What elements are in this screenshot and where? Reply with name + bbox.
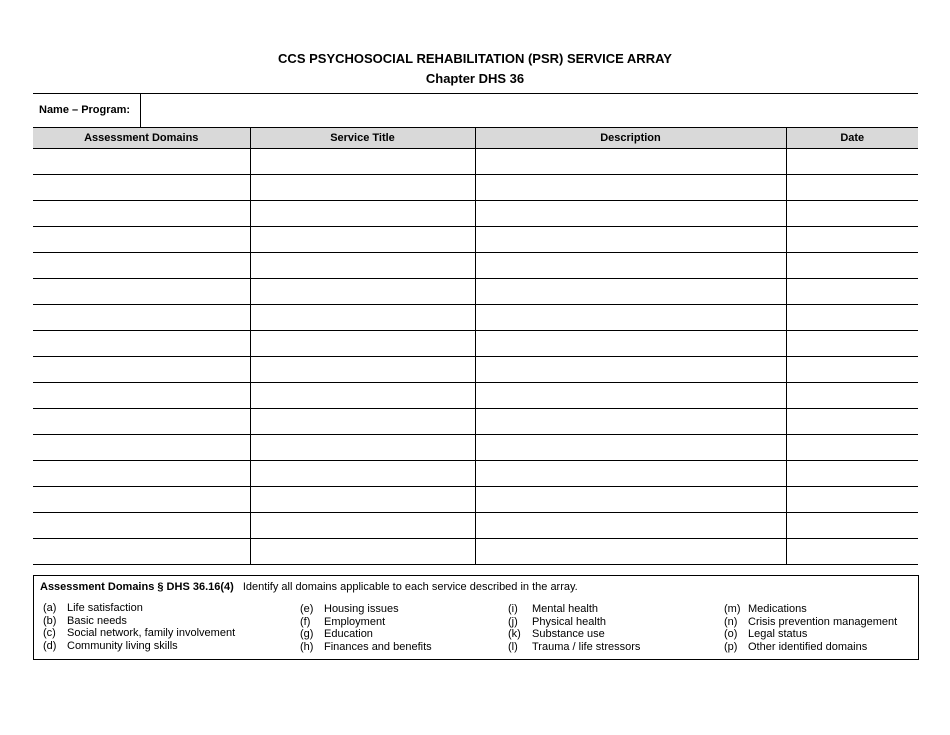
- table-cell-service-title[interactable]: [250, 357, 475, 383]
- domain-code: (m): [724, 603, 741, 615]
- table-cell-description[interactable]: [475, 487, 786, 513]
- domain-label: Community living skills: [67, 639, 178, 652]
- table-row: [33, 331, 918, 357]
- table-cell-service-title[interactable]: [250, 279, 475, 305]
- table-cell-service-title[interactable]: [250, 435, 475, 461]
- table-cell-description[interactable]: [475, 435, 786, 461]
- table-cell-description[interactable]: [475, 279, 786, 305]
- table-cell-assessment-domains[interactable]: [33, 461, 250, 487]
- domain-label: Finances and benefits: [324, 640, 432, 653]
- domain-code: (b): [43, 614, 57, 627]
- table-cell-assessment-domains[interactable]: [33, 513, 250, 539]
- service-array-table: [33, 127, 918, 565]
- domain-code: (h): [300, 640, 314, 653]
- table-cell-description[interactable]: [475, 331, 786, 357]
- domain-code: (o): [724, 628, 738, 640]
- domain-column-2: [300, 603, 432, 653]
- table-cell-service-title[interactable]: [250, 461, 475, 487]
- table-cell-service-title[interactable]: [250, 409, 475, 435]
- table-cell-date[interactable]: [786, 149, 918, 175]
- table-cell-service-title[interactable]: [250, 305, 475, 331]
- table-row: [33, 227, 918, 253]
- header-date: Date: [786, 128, 918, 149]
- domain-label: Crisis prevention management: [748, 615, 898, 628]
- table-row: [33, 175, 918, 201]
- table-cell-service-title[interactable]: [250, 201, 475, 227]
- domain-item: [300, 641, 432, 654]
- table-cell-description[interactable]: [475, 513, 786, 539]
- domain-code: (e): [300, 603, 314, 615]
- domain-item: [724, 628, 897, 641]
- table-row: [33, 201, 918, 227]
- domain-label: Life satisfaction: [67, 602, 143, 614]
- table-cell-assessment-domains[interactable]: [33, 305, 250, 331]
- table-cell-date[interactable]: [786, 175, 918, 201]
- domain-code: (k): [508, 628, 521, 640]
- domain-item: [508, 641, 640, 654]
- domain-item: [724, 641, 897, 654]
- table-row: [33, 409, 918, 435]
- domain-item: [724, 603, 897, 616]
- document-title: CCS PSYCHOSOCIAL REHABILITATION (PSR) SERVICE ARRAY: [278, 51, 672, 66]
- table-cell-assessment-domains[interactable]: [33, 201, 250, 227]
- table-cell-service-title[interactable]: [250, 331, 475, 357]
- domain-label: Trauma / life stressors: [532, 640, 641, 653]
- table-cell-service-title[interactable]: [250, 149, 475, 175]
- table-cell-assessment-domains[interactable]: [33, 253, 250, 279]
- domain-item: [43, 640, 235, 653]
- table-body: [33, 149, 918, 565]
- table-cell-description[interactable]: [475, 175, 786, 201]
- table-row: [33, 383, 918, 409]
- domain-label: Housing issues: [324, 603, 399, 615]
- legend-header: [40, 581, 578, 593]
- domain-item: [508, 603, 640, 616]
- table-row: [33, 539, 918, 565]
- domain-code: (l): [508, 640, 518, 653]
- table-cell-service-title[interactable]: [250, 175, 475, 201]
- table-cell-assessment-domains[interactable]: [33, 383, 250, 409]
- table-cell-date[interactable]: [786, 539, 918, 565]
- table-row: [33, 279, 918, 305]
- table-cell-service-title[interactable]: [250, 227, 475, 253]
- domain-label: Substance use: [532, 628, 605, 640]
- domain-item: [43, 627, 235, 640]
- table-header-row: [33, 128, 918, 149]
- domain-label: Employment: [324, 615, 386, 628]
- domain-item: [300, 603, 432, 616]
- domain-code: (p): [724, 640, 738, 653]
- header-assessment-domains: Assessment Domains: [33, 128, 250, 149]
- domain-code: (j): [508, 615, 518, 628]
- table-cell-date[interactable]: [786, 305, 918, 331]
- domain-label: Mental health: [532, 603, 599, 615]
- domain-column-1: [43, 602, 235, 652]
- document-subtitle: Chapter DHS 36: [425, 71, 525, 86]
- table-cell-description[interactable]: [475, 149, 786, 175]
- table-cell-date[interactable]: [786, 227, 918, 253]
- domain-item: [724, 616, 897, 629]
- domain-label: Medications: [748, 603, 807, 615]
- table-cell-assessment-domains[interactable]: [33, 409, 250, 435]
- table-cell-date[interactable]: [786, 513, 918, 539]
- table-cell-assessment-domains[interactable]: [33, 279, 250, 305]
- table-cell-description[interactable]: [475, 383, 786, 409]
- domain-label: Social network, family involvement: [67, 627, 236, 639]
- domain-code: (d): [43, 639, 57, 652]
- table-cell-date[interactable]: [786, 409, 918, 435]
- header-description: Description: [475, 128, 786, 149]
- domain-column-4: [724, 603, 897, 653]
- table-cell-date[interactable]: [786, 201, 918, 227]
- table-row: [33, 305, 918, 331]
- table-cell-date[interactable]: [786, 461, 918, 487]
- domain-code: (i): [508, 603, 518, 615]
- domain-label: Legal status: [748, 628, 808, 640]
- table-cell-description[interactable]: [475, 227, 786, 253]
- table-cell-date[interactable]: [786, 357, 918, 383]
- table-row: [33, 435, 918, 461]
- table-cell-date[interactable]: [786, 435, 918, 461]
- table-row: [33, 253, 918, 279]
- domain-code: (c): [43, 627, 56, 639]
- table-cell-description[interactable]: [475, 253, 786, 279]
- domain-column-3: [508, 603, 640, 653]
- table-cell-date[interactable]: [786, 253, 918, 279]
- domain-item: [508, 616, 640, 629]
- table-cell-assessment-domains[interactable]: [33, 149, 250, 175]
- table-cell-date[interactable]: [786, 383, 918, 409]
- domain-code: (f): [300, 615, 311, 628]
- table-cell-description[interactable]: [475, 305, 786, 331]
- table-row: [33, 357, 918, 383]
- domain-item: [300, 628, 432, 641]
- table-cell-date[interactable]: [786, 331, 918, 357]
- table-cell-description[interactable]: [475, 201, 786, 227]
- table-cell-assessment-domains[interactable]: [33, 331, 250, 357]
- table-cell-description[interactable]: [475, 461, 786, 487]
- domain-item: [300, 616, 432, 629]
- domain-label: Education: [324, 628, 373, 640]
- table-cell-assessment-domains[interactable]: [33, 487, 250, 513]
- table-cell-description[interactable]: [475, 357, 786, 383]
- table-cell-assessment-domains[interactable]: [33, 357, 250, 383]
- table-cell-service-title[interactable]: [250, 383, 475, 409]
- legend-heading: Assessment Domains § DHS 36.16(4): [40, 581, 234, 593]
- table-cell-date[interactable]: [786, 279, 918, 305]
- domain-label: Physical health: [532, 615, 606, 628]
- table-row: [33, 149, 918, 175]
- header-service-title: Service Title: [250, 128, 475, 149]
- domain-code: (n): [724, 615, 738, 628]
- domain-label: Other identified domains: [748, 640, 868, 653]
- table-cell-date[interactable]: [786, 487, 918, 513]
- legend-instruction: Identify all domains applicable to each service described in the array.: [242, 581, 578, 593]
- domain-label: Basic needs: [67, 614, 127, 627]
- domain-item: [508, 628, 640, 641]
- table-cell-service-title[interactable]: [250, 539, 475, 565]
- name-program-input[interactable]: [141, 94, 918, 127]
- table-cell-description[interactable]: [475, 409, 786, 435]
- table-cell-assessment-domains[interactable]: [33, 175, 250, 201]
- table-cell-description[interactable]: [475, 539, 786, 565]
- table-cell-service-title[interactable]: [250, 487, 475, 513]
- table-row: [33, 513, 918, 539]
- table-cell-assessment-domains[interactable]: [33, 227, 250, 253]
- assessment-domains-legend: [33, 575, 919, 660]
- table-cell-service-title[interactable]: [250, 513, 475, 539]
- domain-item: [43, 602, 235, 615]
- domain-code: (a): [43, 602, 57, 614]
- table-cell-assessment-domains[interactable]: [33, 539, 250, 565]
- table-cell-service-title[interactable]: [250, 253, 475, 279]
- name-program-label: Name – Program:: [33, 94, 141, 127]
- table-row: [33, 461, 918, 487]
- domain-item: [43, 615, 235, 628]
- domain-code: (g): [300, 628, 314, 640]
- name-program-row: [33, 93, 918, 127]
- table-cell-assessment-domains[interactable]: [33, 435, 250, 461]
- table-row: [33, 487, 918, 513]
